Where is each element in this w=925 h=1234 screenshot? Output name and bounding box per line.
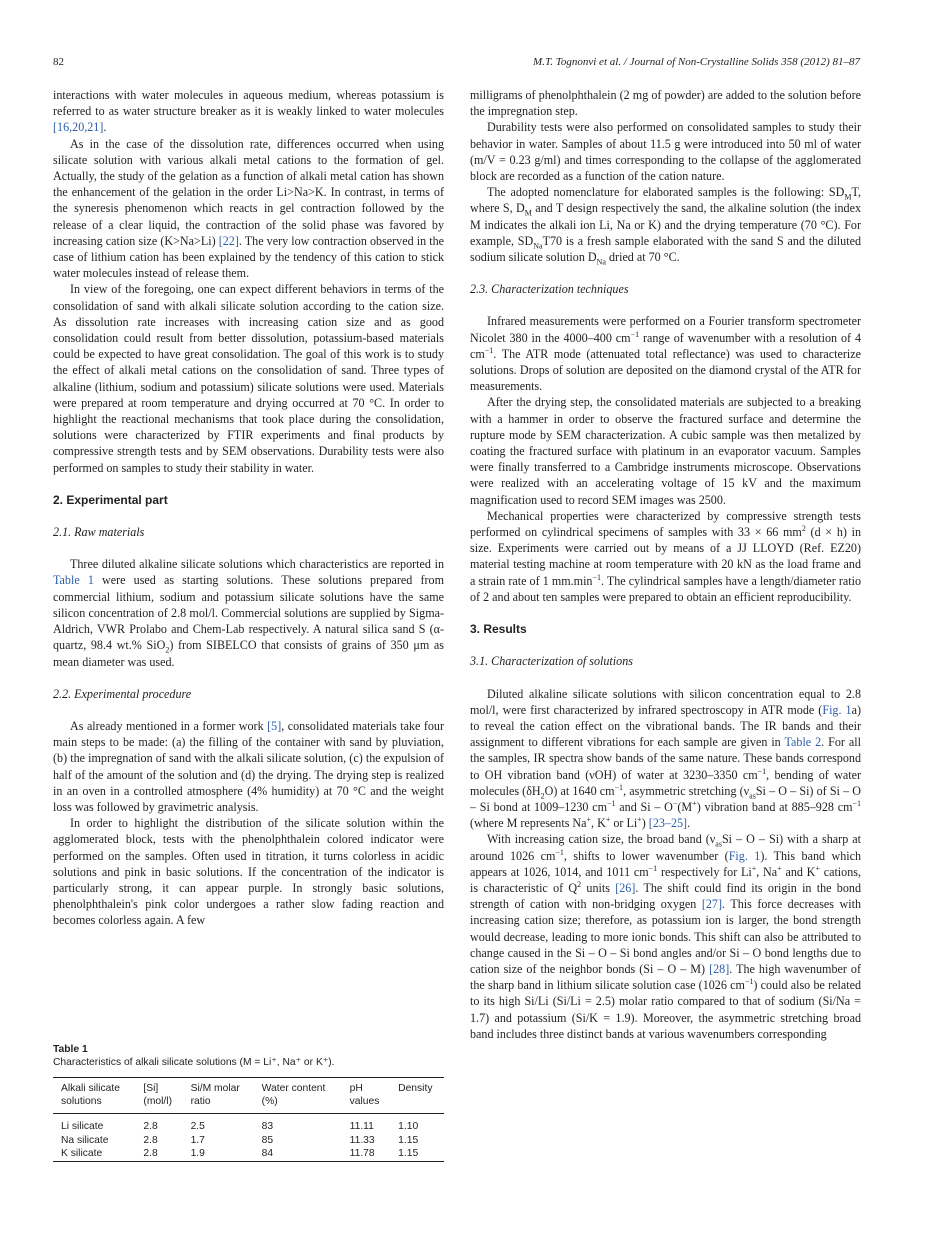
citation-link[interactable]: [27] [701,897,723,912]
table-cell: 11.11 [349,1121,374,1132]
citation-link[interactable]: [22] [218,233,239,248]
citation-link[interactable]: [28] [709,961,730,976]
page-number: 82 [53,56,64,68]
paragraph: In order to highlight the distribution of the silicate solution within the agglomerated block, tests with the phenolphthalein colored indicator were performed on the samples. Often used in titration, it turns colorless in acidic solutions and pink in basic solutions. If the concentration of the indicator is particularly strong, it can appear purple. In strongly basic solutions, phenolphthalein's pink color undergoes a rather slow fading reaction and becomes colorless again. A few [53,816,444,928]
column-header: [Si] (mol/l) [143,1083,173,1107]
paragraph: Infrared measurements were performed on a Fourier transform spectrometer Nicolet 380 in the 4000–400 $cm^{-1}$ range of wavenumber with a resolution of 4 $cm^{-1}$. The ATR mode (attenuated total reflectance) was used to characterize solutions. Drops of solution are deposited on the diamond crystal of the ATR for measurements. [470,314,862,394]
running-title: M.T. Tognonvi et al. / Journal of Non-Crystalline Solids 358 (2012) 81–87 [533,56,860,68]
column-header: Si/M molar ratio [190,1083,240,1107]
section-heading: 2. Experimental part [53,492,168,507]
citation-link[interactable]: [23–25] [648,816,688,831]
table-cell: 1.15 [398,1134,419,1146]
paragraph: The adopted nomenclature for elaborated samples is the following: $SD_MT$, where S, $D_M$ and T design respectively the sand, the alkaline solution (the index M indicates the alkali ion Li, Na or K) and the drying temperature (70 °C). For example, $SD_{Na}T70$ is a fresh sample elaborated with the sand S and the diluted sodium silicate solution $D_{Na}$ dried at 70 °C. [470,185,861,267]
table-cell: 11.78 [349,1148,375,1159]
column-header: Alkali silicate solutions [61,1083,120,1107]
table-cell: Li silicate [61,1121,104,1132]
table-cell: 1.9 [190,1148,205,1159]
table-cell: 84 [261,1148,274,1159]
paragraph: Durability tests were also performed on consolidated samples to study their behavior in water. Samples of about 11.5 g were introduced into 50 ml of water (m/V = 0.23 g/ml) and times corresponding to the collapse of the agglomerated block are recorded as a function of the cation nature. [470,120,861,184]
paragraph: As in the case of the dissolution rate, differences occurred when using silicate solution with various alkali metal cations to the formation of gel. Actually, the study of the gelation as a function of alkali metal cation has shown the enhancement of the gelation in the order Li>Na>K. In contrast, in terms of the syneresis phenomenon which reacts in gel contraction followed by the release of a clear liquid, the contraction of the solid phase was favored by increasing cation size (K>Na>Li) [22]. The very low contraction observed in the case of lithium cation has been explained by the tendency of this cation to stick water molecules instead of release them. [53,136,445,281]
right-column [470,87,861,1042]
citation-link[interactable]: [26] [615,880,636,895]
figure-link[interactable]: Fig. 1 [728,848,761,863]
citation-link[interactable]: [16,20,21] [53,120,104,135]
running-header [53,56,860,74]
paragraph: Three diluted alkaline silicate solutions which characteristics are reported in Table 1 were used as starting solutions. These solutions prepared from commercial lithium, sodium and potassium silicate solutions have the same silicon concentration of 2.8 mol/l. Commercial solutions are supplied by Sigma-Aldrich, VWR Prolabo and Chem-Lab respectively. A natural silica sand S (α-quartz, 98.4 wt.% SiO$_2$) from SIBELCO that consists of grains of 350 μm as mean diameter was used. [53,557,444,669]
subsection-heading: 3.1. Characterization of solutions [470,654,633,669]
paragraph: With increasing cation size, the broad band ($\nu_{as}Si$ – O – Si) with a sharp at around 1026 $cm^{-1}$, shifts to lower wavenumber (Fig. 1). This band which appears at 1026, 1014, and 1011 $cm^{-1}$ respectively for Li+, Na+ and K+ cations, is characteristic of $Q^2$ units [26]. The shift could find its origin in the bond strength of cation with non-bridging oxygen [27]. This force decreases with increasing cation size; therefore, as potassium ion is larger, the bond strength would decrease, leading to more ionic bonds. This shift can also be attributed to change caused in the Si – O – Si bond angles and/or Si – O bond lengths due to cation size of the neighbor bonds (Si – O – M) [28]. The high wavenumber of the sharp band in lithium silicate solution case (1026 $cm^{-1}$) could also be related to its high Si/Li (Si/Li = 2.5) molar ratio compared to that of sodium (Si/Na = 1.7) and potassium (Si/K = 1.9). Moreover, the asymmetric stretching broad band includes three distinct bands at various wavenumbers corresponding [470,832,862,1041]
table-row [53,1134,444,1148]
paragraph: As already mentioned in a former work [5], consolidated materials take four main steps to be made: (a) the filling of the container with sand by pluviation, (b) the impregnation of sand with the alkali silicate solution, (c) the expulsion of half of the amount of the solution and (d) the drying. The drying step is realized in an oven in a controlled atmosphere (4% humidity) at 70 °C and the weight loss was followed by gravimetric analysis. [53,718,444,814]
paragraph: Diluted alkaline silicate solutions with silicon concentration equal to 2.8 mol/l, were first characterized by infrared spectroscopy in ATR mode (Fig. 1a) to reveal the cation effect on the vibrational bands. The IR bands and their assignment to different vibrations for each sample are given in Table 2. For all the samples, IR spectra show bands of the same nature. These bands correspond to OH vibration band (νOH) of water at 3230–3350 $cm^{-1}$, bending of water molecules $(\delta H_2O)$ at 1640 $cm^{-1}$, asymmetric stretching ($\nu_{as}Si$ – O – Si) of Si – O – Si bond at 1009–1230 $cm^{-1}$ and Si – O−(M+) vibration band at 885–928 $cm^{-1}$ (where M represents Na+, K+ or Li+) [23–25]. [470,686,861,831]
column-header: Density [398,1083,433,1094]
characteristics-table [53,1077,444,1162]
table-link[interactable]: Table 1 [53,573,94,588]
table-cell: 1.7 [190,1134,205,1146]
table-cell: 2.8 [143,1134,158,1146]
subsection-heading: 2.2. Experimental procedure [53,686,192,701]
paragraph: milligrams of phenolphthalein (2 mg of powder) are added to the solution before the impregnation step. [470,88,861,119]
section-heading: 3. Results [470,622,527,637]
table-cell: 2.5 [190,1121,205,1132]
table-cell: K silicate [61,1148,103,1159]
table-1 [53,1043,444,1162]
table-label: Table 1 [53,1044,88,1055]
table-link[interactable]: Table 2 [784,735,822,750]
table-caption: Characteristics of alkali silicate solutions (M = Li⁺, Na⁺ or K⁺). [53,1057,335,1068]
table-row [53,1114,444,1134]
left-column [53,87,444,929]
figure-link[interactable]: Fig. 1 [822,702,852,717]
table-cell: Na silicate [61,1134,109,1146]
table-cell: 85 [261,1134,274,1146]
table-cell: 1.15 [398,1148,419,1159]
subsection-heading: 2.1. Raw materials [53,525,145,540]
table-cell: 2.8 [143,1148,158,1159]
table-cell: 2.8 [143,1121,158,1132]
table-header-row [53,1078,444,1114]
paragraph: interactions with water molecules in aqueous medium, whereas potassium is referred to as water structure breaker as it is weakly linked to water molecules [16,20,21]. [53,88,444,135]
column-header: Water content (%) [261,1083,326,1107]
table-cell: 1.10 [398,1121,419,1132]
table-row [53,1147,444,1161]
paragraph: Mechanical properties were characterized by compressive strength tests performed on cylindrical specimens of samples with 33 × 66 $mm^2$ (d × h) in size. Experiments were carried out by means of a JJ LLOYD (Ref. EZ20) material testing machine at room temperature with 20 kN as the load frame and a strain rate of 1 $mm.\min^{-1}$. The cylindrical samples have a length/diameter ratio of 2 and about ten samples were prepared to obtain an efficient reproducibility. [470,508,862,604]
paragraph: After the drying step, the consolidated materials are subjected to a breaking with a hammer in order to observe the fractured surface and determine the rupture mode by SEM characterization. A cubic sample was then metalized by coating the fractured surface with platinum in an evaporator vacuum. Samples were finally transferred to a Cambridge instruments microscope. Observations were realized with an accelerating voltage of 15 kV and the maximum magnification used to record SEM images was 2500. [470,395,861,507]
table-cell: 11.33 [349,1134,375,1146]
subsection-heading: 2.3. Characterization techniques [470,282,629,297]
paragraph: In view of the foregoing, one can expect different behaviors in terms of the consolidation of sand with alkali silicate solution according to the cation size. As dissolution rate increases with increasing cation size and as good consolidation could result from better dissolution, potassium-based materials could be expected to have great consolidation. The goal of this work is to study the effect of alkali metal cations on the consolidation of sand. Three types of alkaline (lithium, sodium and potassium) silicate solutions were used. Materials were prepared at room temperature and drying occurred at 70 °C. In order to highlight the reactional mechanisms that took place during the consolidation, solutions were characterized by FTIR experiments and final products by compressive strength tests and by SEM observations. Durability tests were also performed on samples to study their stability in water. [53,282,444,475]
citation-link[interactable]: [5] [267,718,282,733]
column-header: pH values [349,1083,380,1107]
table-cell: 83 [261,1121,274,1132]
